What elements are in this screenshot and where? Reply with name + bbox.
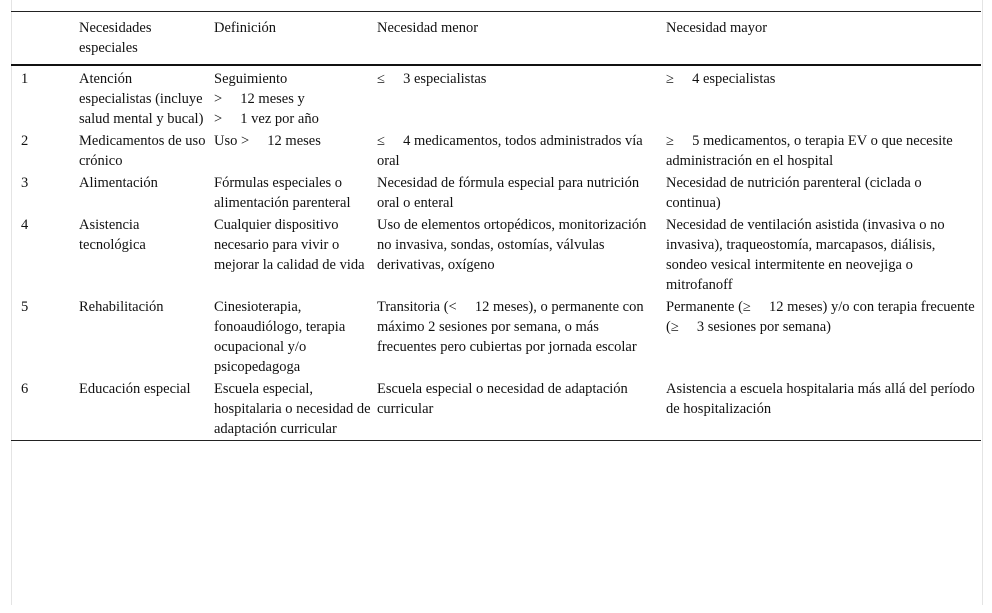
table-row [11, 130, 981, 172]
need-name: Medicamentos de uso crónico [79, 133, 206, 169]
need-name: Atención especialistas (incluye salud mental y bucal) [79, 71, 204, 127]
minor-need: Necesidad de fórmula especial para nutrición oral o enteral [377, 175, 640, 211]
major-need: Necesidad de nutrición parenteral (ciclada o continua) [666, 175, 922, 211]
minor-need: ≤ 3 especialistas [377, 71, 487, 87]
table-row [11, 296, 981, 378]
need-name: Asistencia tecnológica [79, 217, 146, 253]
header-number [11, 12, 79, 66]
need-name: Educación especial [79, 381, 191, 397]
table-row [11, 378, 981, 441]
row-number: 4 [21, 217, 29, 233]
header-definition: Definición [214, 20, 277, 36]
need-name: Rehabilitación [79, 299, 164, 315]
header-minor-need: Necesidad menor [377, 20, 479, 36]
need-definition: Cualquier dispositivo necesario para vivir o mejorar la calidad de vida [214, 217, 365, 273]
row-number: 5 [21, 299, 29, 315]
table-row [11, 172, 981, 214]
header-special-needs: Necesidades especiales [79, 20, 152, 56]
header-row [11, 12, 981, 66]
major-need: ≥ 4 especialistas [666, 71, 776, 87]
major-need: ≥ 5 medicamentos, o terapia EV o que necesite administración en el hospital [666, 133, 953, 169]
need-definition: Escuela especial, hospitalaria o necesidad de adaptación curricular [214, 381, 371, 437]
table-row [11, 214, 981, 296]
need-definition: Fórmulas especiales o alimentación parenteral [214, 175, 351, 211]
special-needs-table [11, 11, 981, 441]
definition-line: > 1 vez por año [214, 111, 319, 127]
minor-need: Escuela especial o necesidad de adaptación curricular [377, 381, 628, 417]
major-need: Permanente (≥ 12 meses) y/o con terapia frecuente (≥ 3 sesiones por semana) [666, 299, 975, 335]
definition-line: Seguimiento [214, 71, 288, 87]
minor-need: Transitoria (< 12 meses), o permanente con máximo 2 sesiones por semana, o más frecuentes pero cubiertas por jornada escolar [377, 299, 644, 355]
header-major-need: Necesidad mayor [666, 20, 768, 36]
definition-line: > 12 meses y [214, 91, 305, 107]
need-name: Alimentación [79, 175, 158, 191]
row-number: 3 [21, 175, 29, 191]
row-number: 6 [21, 381, 29, 397]
need-definition: Cinesioterapia, fonoaudiólogo, terapia ocupacional y/o psicopedagoga [214, 299, 346, 375]
row-number: 1 [21, 71, 29, 87]
table-row [11, 65, 981, 130]
need-definition [214, 65, 377, 130]
row-number: 2 [21, 133, 29, 149]
minor-need: ≤ 4 medicamentos, todos administrados vía oral [377, 133, 643, 169]
need-definition: Uso > 12 meses [214, 133, 321, 149]
major-need: Asistencia a escuela hospitalaria más allá del período de hospitalización [666, 381, 975, 417]
major-need: Necesidad de ventilación asistida (invasiva o no invasiva), traqueostomía, marcapasos, diálisis, sondeo vesical intermitente en neovejiga o mitrofanoff [666, 217, 945, 293]
minor-need: Uso de elementos ortopédicos, monitorización no invasiva, sondas, ostomías, válvulas derivativas, oxígeno [377, 217, 647, 273]
